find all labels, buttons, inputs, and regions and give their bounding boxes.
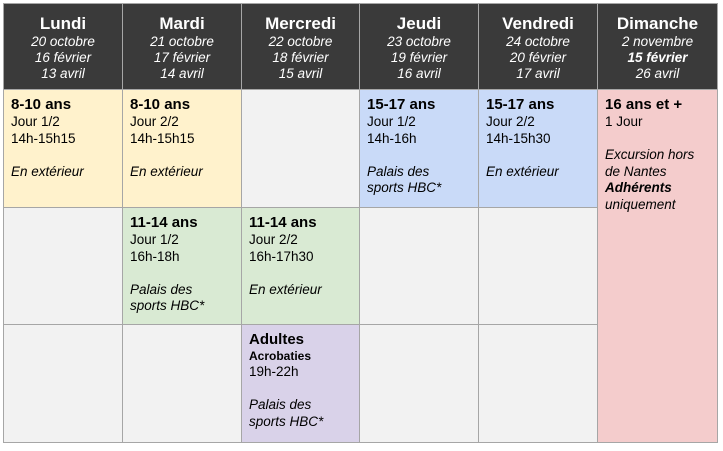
age-group: 11-14 ans [249, 214, 317, 231]
age-group: 15-17 ans [367, 96, 436, 113]
session-time: 14h-15h30 [486, 130, 551, 146]
schedule-table [3, 3, 718, 443]
session-time: 14h-15h15 [11, 130, 76, 146]
empty-cell [242, 90, 360, 208]
day-name: Lundi [39, 14, 87, 33]
session-location: En extérieur [249, 281, 322, 297]
day-name: Mardi [159, 14, 205, 33]
session-location: En extérieur [11, 163, 84, 179]
day-header-vendredi [479, 4, 598, 90]
day-name: Mercredi [265, 14, 336, 33]
day-date: 20 février [509, 50, 567, 65]
day-date: 23 octobre [387, 34, 451, 49]
day-name: Jeudi [396, 14, 442, 33]
day-date: 14 avril [160, 66, 204, 81]
day-date: 16 avril [397, 66, 441, 81]
session-cell-mercredi-adultes [242, 325, 360, 443]
day-date: 20 octobre [31, 34, 95, 49]
session-cell-mardi-11-14 [123, 208, 242, 325]
empty-cell [479, 208, 598, 325]
session-location: Palais des [130, 281, 193, 297]
day-name: Vendredi [502, 14, 574, 33]
age-group: 15-17 ans [486, 96, 555, 113]
empty-cell [360, 208, 479, 325]
age-group: 8-10 ans [11, 96, 72, 113]
age-group: Adultes [249, 331, 305, 348]
session-location: sports HBC* [130, 298, 205, 313]
session-day: Jour 2/2 [130, 114, 179, 129]
session-activity: Acrobaties [249, 349, 312, 363]
age-group: 16 ans et + [605, 96, 683, 113]
day-date: 22 octobre [268, 34, 333, 49]
session-time: 16h-18h [130, 248, 180, 264]
session-note-members: Adhérents [605, 180, 672, 195]
session-cell-lundi-8-10 [4, 90, 123, 208]
session-time: 19h-22h [249, 364, 299, 379]
session-note: de Nantes [605, 163, 667, 179]
day-date: 19 février [390, 50, 448, 65]
session-day: Jour 1/2 [130, 232, 179, 247]
day-date-highlighted: 15 février [627, 50, 688, 65]
day-date: 2 novembre [621, 34, 694, 49]
session-time: 14h-15h15 [130, 130, 195, 146]
age-group: 11-14 ans [130, 214, 198, 231]
day-date: 13 avril [41, 66, 85, 81]
day-header-lundi [4, 4, 123, 90]
session-note: Excursion hors [605, 147, 695, 162]
session-location: sports HBC* [249, 413, 324, 429]
session-day: Jour 1/2 [11, 114, 60, 129]
day-header-jeudi [360, 4, 479, 90]
session-time: 14h-16h [367, 130, 417, 146]
day-date: 24 octobre [506, 34, 570, 49]
session-location: En extérieur [130, 163, 203, 179]
day-date: 18 février [272, 50, 329, 65]
session-day: Jour 1/2 [367, 114, 416, 129]
empty-cell [360, 325, 479, 443]
session-location: Palais des [249, 397, 312, 412]
session-location: Palais des [367, 163, 430, 179]
empty-cell [4, 325, 123, 443]
age-group: 8-10 ans [130, 96, 191, 113]
day-date: 26 avril [635, 66, 680, 81]
day-name: Dimanche [616, 14, 699, 33]
session-day: Jour 2/2 [486, 114, 535, 129]
session-cell-vendredi-15-17 [479, 90, 598, 208]
day-date: 16 février [34, 50, 92, 65]
session-cell-jeudi-15-17 [360, 90, 479, 208]
session-location: sports HBC* [367, 180, 442, 195]
session-cell-mardi-8-10 [123, 90, 242, 208]
day-date: 21 octobre [150, 34, 214, 49]
session-cell-dimanche-16plus [598, 90, 718, 443]
session-time: 16h-17h30 [249, 248, 314, 264]
session-cell-mercredi-11-14 [242, 208, 360, 325]
day-header-mercredi [242, 4, 360, 90]
header-row [4, 4, 718, 90]
day-date: 15 avril [278, 66, 323, 81]
empty-cell [123, 325, 242, 443]
session-day: Jour 2/2 [249, 232, 298, 247]
session-location: En extérieur [486, 163, 559, 179]
day-date: 17 avril [516, 66, 560, 81]
schedule-row [4, 90, 718, 208]
empty-cell [479, 325, 598, 443]
session-note: uniquement [605, 196, 676, 212]
empty-cell [4, 208, 123, 325]
day-header-mardi [123, 4, 242, 90]
day-date: 17 février [153, 50, 211, 65]
day-header-dimanche [598, 4, 718, 90]
session-day: 1 Jour [605, 114, 643, 129]
